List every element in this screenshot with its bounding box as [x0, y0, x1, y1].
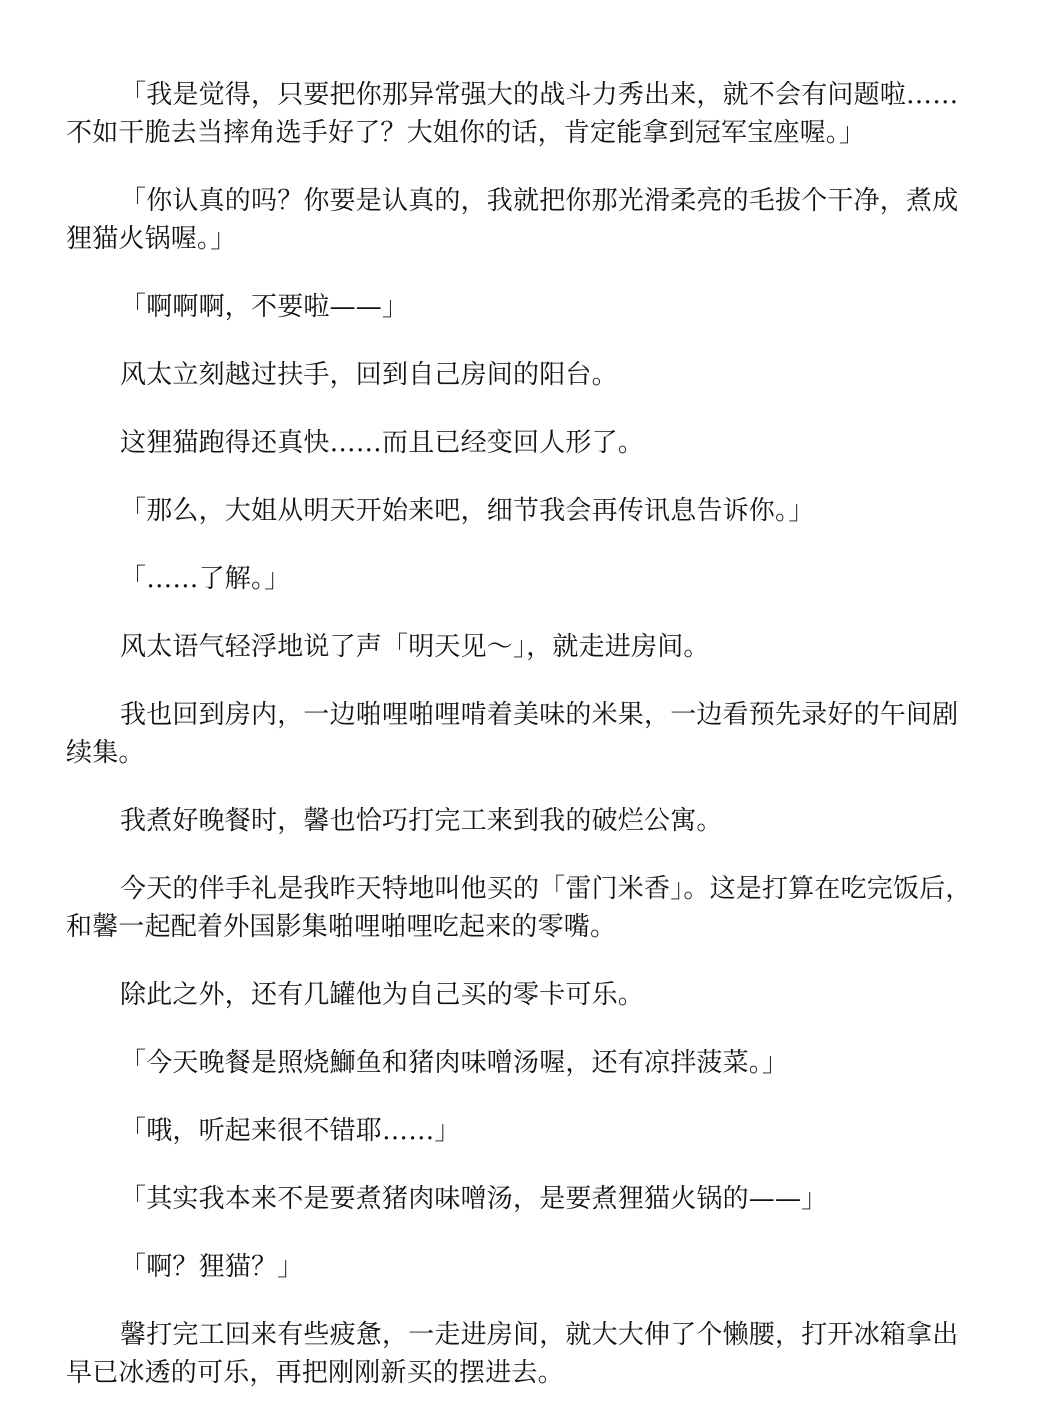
paragraph-15: 「其实我本来不是要煮猪肉味噌汤，是要煮狸猫火锅的——」 [120, 1184, 828, 1214]
paragraph-16: 「啊？狸猫？」 [120, 1252, 304, 1282]
paragraph-11: 今天的伴手礼是我昨天特地叫他买的「雷门米香」。这是打算在吃完饭后，和馨一起配着外国影集啪哩啪哩吃起来的零嘴。 [66, 874, 972, 942]
paragraph-14: 「哦，听起来很不错耶……」 [120, 1116, 461, 1146]
paragraph-4: 风太立刻越过扶手，回到自己房间的阳台。 [120, 360, 618, 390]
paragraph-6: 「那么，大姐从明天开始来吧，细节我会再传讯息告诉你。」 [120, 496, 815, 526]
paragraph-7: 「……了解。」 [120, 564, 291, 594]
paragraph-12: 除此之外，还有几罐他为自己买的零卡可乐。 [120, 980, 645, 1010]
paragraph-17: 馨打完工回来有些疲惫，一走进房间，就大大伸了个懒腰，打开冰箱拿出早已冰透的可乐，再把刚刚新买的摆进去。 [66, 1320, 959, 1388]
paragraph-2: 「你认真的吗？你要是认真的，我就把你那光滑柔亮的毛拔个干净，煮成狸猫火锅喔。」 [66, 186, 959, 254]
paragraph-10: 我煮好晚餐时，馨也恰巧打完工来到我的破烂公寓。 [120, 806, 723, 836]
paragraph-9: 我也回到房内，一边啪哩啪哩啃着美味的米果，一边看预先录好的午间剧续集。 [66, 700, 959, 768]
paragraph-13: 「今天晚餐是照烧鰤鱼和猪肉味噌汤喔，还有凉拌菠菜。」 [120, 1048, 789, 1078]
document-page [66, 76, 976, 1422]
paragraph-5: 这狸猫跑得还真快……而且已经变回人形了。 [120, 428, 645, 458]
paragraph-3: 「啊啊啊，不要啦——」 [120, 292, 409, 322]
paragraph-8: 风太语气轻浮地说了声「明天见～」，就走进房间。 [120, 632, 710, 662]
paragraph-1: 「我是觉得，只要把你那异常强大的战斗力秀出来，就不会有问题啦……不如干脆去当摔角选手好了？大姐你的话，肯定能拿到冠军宝座喔。」 [66, 80, 959, 148]
